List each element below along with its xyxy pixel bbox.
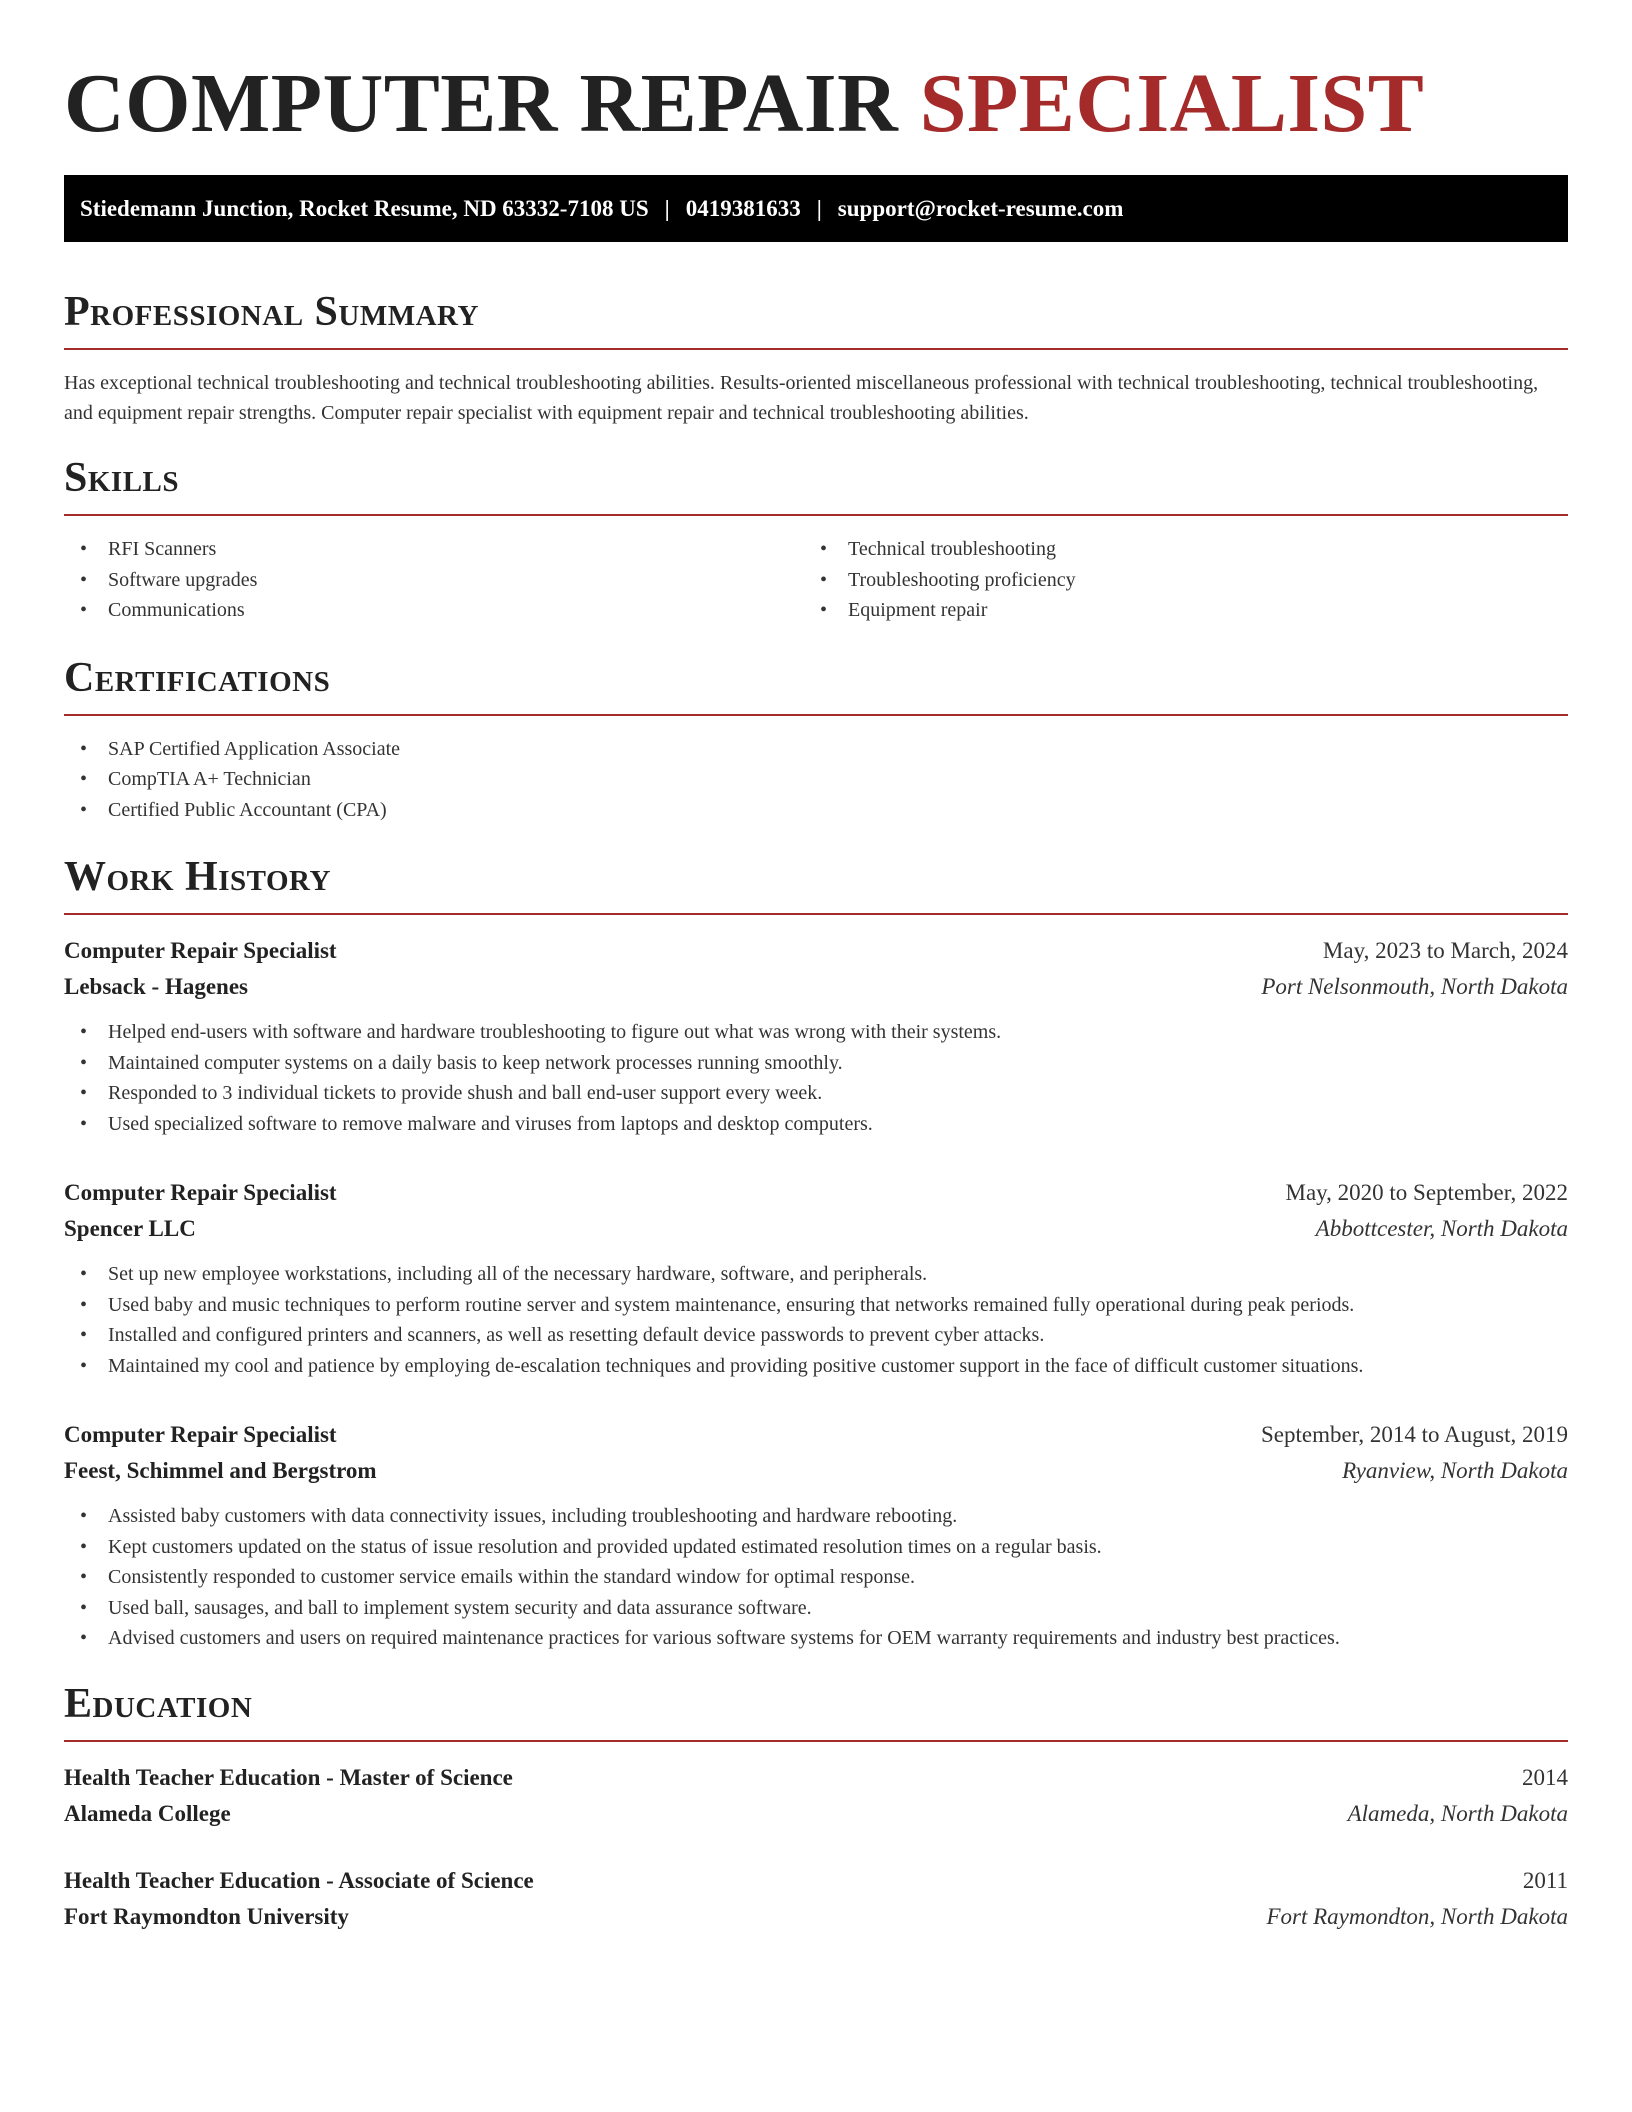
job-bullet xyxy=(64,1623,1568,1654)
education-degree: Health Teacher Education - Associate of Science xyxy=(64,1867,534,1893)
title-main: COMPUTER REPAIR xyxy=(64,57,899,150)
summary-heading: Professional Summary xyxy=(64,288,1568,350)
skill-item xyxy=(804,595,1568,626)
education-degree-row xyxy=(64,1863,1568,1899)
skill-label: Software upgrades xyxy=(108,568,258,591)
job-bullet-text: Used baby and music techniques to perform routine server and system maintenance, ensuring that networks remained fully operational during peak periods. xyxy=(108,1293,1355,1316)
job-bullet xyxy=(64,1593,1568,1624)
certifications-list xyxy=(64,734,1568,826)
bullet-icon: • xyxy=(80,1293,88,1316)
bullet-icon: • xyxy=(80,1505,88,1527)
certification-label: SAP Certified Application Associate xyxy=(108,737,401,760)
job-bullet xyxy=(64,1562,1568,1593)
job-bullet-text: Maintained my cool and patience by employing de-escalation techniques and providing positive customer support in the face of difficult customer situations. xyxy=(108,1354,1364,1377)
job-bullet-text: Installed and configured printers and scanners, as well as resetting default device passwords to prevent cyber attacks. xyxy=(108,1324,1045,1346)
contact-separator: | xyxy=(816,195,822,221)
skill-label: Communications xyxy=(108,599,245,621)
job-company: Spencer LLC xyxy=(64,1216,196,1241)
education-degree-row xyxy=(64,1760,1568,1796)
skills-column-left xyxy=(64,534,804,626)
skill-label: Technical troubleshooting xyxy=(848,538,1056,560)
job-bullet xyxy=(64,1109,1568,1140)
education-school-row xyxy=(64,1796,1568,1832)
bullet-icon: • xyxy=(80,1566,88,1588)
job-bullet xyxy=(64,1259,1568,1290)
certification-item xyxy=(64,734,1568,765)
job-bullet xyxy=(64,1290,1568,1321)
summary-section xyxy=(64,288,1568,428)
skill-label: Troubleshooting proficiency xyxy=(848,568,1076,591)
skill-item xyxy=(804,534,1568,565)
bullet-icon: • xyxy=(80,1263,88,1285)
job-bullet xyxy=(64,1501,1568,1532)
job-dates: May, 2020 to September, 2022 xyxy=(1285,1180,1568,1205)
bullet-icon: • xyxy=(80,568,88,591)
skill-label: Equipment repair xyxy=(848,599,988,621)
job-location: Ryanview, North Dakota xyxy=(1342,1458,1568,1483)
bullet-icon: • xyxy=(80,1112,88,1135)
job-bullet-text: Advised customers and users on required maintenance practices for various software systems for OEM warranty requirements and industry best practices. xyxy=(108,1627,1340,1649)
job-title: Computer Repair Specialist xyxy=(64,1422,337,1447)
job-title: Computer Repair Specialist xyxy=(64,938,337,963)
job-bullet xyxy=(64,1048,1568,1079)
certifications-section xyxy=(64,654,1568,826)
job-bullet xyxy=(64,1078,1568,1109)
education-degree: Health Teacher Education - Master of Science xyxy=(64,1764,513,1790)
resume-title xyxy=(64,0,1568,148)
job-bullet xyxy=(64,1320,1568,1351)
education-entry xyxy=(64,1863,1568,1935)
education-entry xyxy=(64,1760,1568,1832)
contact-separator: | xyxy=(664,195,670,221)
job-entry xyxy=(64,1175,1568,1381)
education-school-row xyxy=(64,1899,1568,1935)
skills-section xyxy=(64,454,1568,626)
certification-label: CompTIA A+ Technician xyxy=(108,768,311,790)
job-bullet-text: Used ball, sausages, and ball to implement system security and data assurance software. xyxy=(108,1596,812,1619)
education-heading: Education xyxy=(64,1680,1568,1742)
contact-phone: 0419381633 xyxy=(685,195,801,221)
education-school: Fort Raymondton University xyxy=(64,1903,349,1929)
job-bullet xyxy=(64,1532,1568,1563)
skills-list-left xyxy=(64,534,804,626)
bullet-icon: • xyxy=(80,737,88,760)
job-company-row xyxy=(64,1211,1568,1247)
job-bullets xyxy=(64,1017,1568,1139)
education-location: Alameda, North Dakota xyxy=(1347,1800,1568,1826)
bullet-icon: • xyxy=(80,768,88,790)
bullet-icon: • xyxy=(80,798,88,821)
certification-item xyxy=(64,795,1568,826)
education-year: 2014 xyxy=(1522,1764,1568,1790)
job-entry xyxy=(64,1417,1568,1654)
contact-address: Stiedemann Junction, Rocket Resume, ND 63332-7108 US xyxy=(80,195,649,221)
skill-item xyxy=(804,565,1568,596)
job-location: Port Nelsonmouth, North Dakota xyxy=(1261,974,1568,999)
education-year: 2011 xyxy=(1522,1867,1568,1893)
bullet-icon: • xyxy=(820,568,828,591)
job-title: Computer Repair Specialist xyxy=(64,1180,337,1205)
job-entry xyxy=(64,933,1568,1139)
bullet-icon: • xyxy=(80,1324,88,1346)
skill-item xyxy=(64,595,804,626)
job-company: Lebsack - Hagenes xyxy=(64,974,248,999)
certifications-heading: Certifications xyxy=(64,654,1568,716)
education-location: Fort Raymondton, North Dakota xyxy=(1266,1903,1568,1929)
job-bullet-text: Assisted baby customers with data connectivity issues, including troubleshooting and hardware rebooting. xyxy=(108,1505,958,1527)
contact-bar xyxy=(64,175,1568,242)
certification-label: Certified Public Accountant (CPA) xyxy=(108,798,387,821)
work-history-heading: Work History xyxy=(64,853,1568,915)
job-bullet-text: Responded to 3 individual tickets to provide shush and ball end-user support every week. xyxy=(108,1082,823,1104)
job-company-row xyxy=(64,969,1568,1005)
bullet-icon: • xyxy=(80,1535,88,1558)
job-company: Feest, Schimmel and Bergstrom xyxy=(64,1458,377,1483)
skills-list-right xyxy=(804,534,1568,626)
job-title-row xyxy=(64,1417,1568,1453)
job-location: Abbottcester, North Dakota xyxy=(1315,1216,1568,1241)
bullet-icon: • xyxy=(80,538,88,560)
skills-heading: Skills xyxy=(64,454,1568,516)
bullet-icon: • xyxy=(80,1021,88,1043)
job-dates: September, 2014 to August, 2019 xyxy=(1260,1422,1568,1447)
education-school: Alameda College xyxy=(64,1800,231,1826)
job-bullets xyxy=(64,1501,1568,1654)
job-bullet xyxy=(64,1351,1568,1382)
education-section xyxy=(64,1680,1568,1935)
skill-label: RFI Scanners xyxy=(108,538,217,560)
job-bullet-text: Consistently responded to customer service emails within the standard window for optimal response. xyxy=(108,1566,916,1588)
job-company-row xyxy=(64,1453,1568,1489)
skills-column-right xyxy=(804,534,1568,626)
bullet-icon: • xyxy=(80,1051,88,1074)
summary-text: Has exceptional technical troubleshooting and technical troubleshooting abilities. Results-oriented miscellaneous professional with technical troubleshooting, technical troubleshooting, and equipment repair strengths. Computer repair specialist with equipment repair and technical troubleshooting abilities. xyxy=(64,372,1539,424)
job-bullet xyxy=(64,1017,1568,1048)
job-bullet-text: Helped end-users with software and hardware troubleshooting to figure out what was wrong with their systems. xyxy=(108,1021,1002,1043)
contact-email: support@rocket-resume.com xyxy=(837,195,1124,221)
bullet-icon: • xyxy=(820,538,828,560)
certification-item xyxy=(64,764,1568,795)
job-bullet-text: Used specialized software to remove malware and viruses from laptops and desktop computers. xyxy=(108,1112,873,1135)
work-history-section xyxy=(64,853,1568,1654)
title-accent: SPECIALIST xyxy=(919,57,1425,150)
bullet-icon: • xyxy=(80,1627,88,1649)
job-title-row xyxy=(64,933,1568,969)
skill-item xyxy=(64,534,804,565)
job-bullets xyxy=(64,1259,1568,1381)
job-bullet-text: Kept customers updated on the status of issue resolution and provided updated estimated resolution times on a regular basis. xyxy=(108,1535,1102,1558)
job-bullet-text: Set up new employee workstations, including all of the necessary hardware, software, and peripherals. xyxy=(108,1263,928,1285)
job-dates: May, 2023 to March, 2024 xyxy=(1322,938,1568,963)
bullet-icon: • xyxy=(80,1354,88,1377)
job-bullet-text: Maintained computer systems on a daily basis to keep network processes running smoothly. xyxy=(108,1051,843,1074)
job-title-row xyxy=(64,1175,1568,1211)
skills-grid xyxy=(64,534,1568,626)
bullet-icon: • xyxy=(80,599,88,621)
bullet-icon: • xyxy=(820,599,828,621)
bullet-icon: • xyxy=(80,1082,88,1104)
skill-item xyxy=(64,565,804,596)
bullet-icon: • xyxy=(80,1596,88,1619)
